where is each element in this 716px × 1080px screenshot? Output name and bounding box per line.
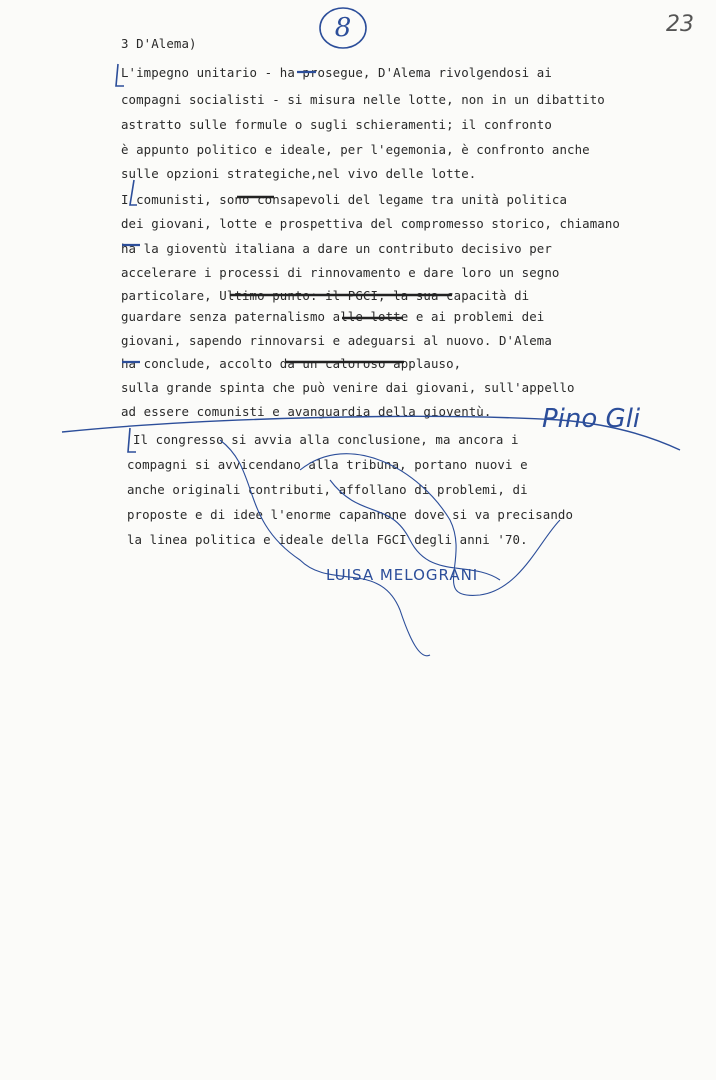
text-line: compagni si avvicendano alla tribuna, portano nuovi e: [127, 457, 528, 472]
text-line: I comunisti, sono consapevoli del legame tra unità politica: [121, 192, 568, 207]
text-line: dei giovani, lotte e prospettiva del compromesso storico, chiamano: [121, 216, 620, 231]
handwritten-note: Pino Gli: [542, 404, 641, 434]
cancel-scribble: [220, 440, 560, 656]
text-line: compagni socialisti - si misura nelle lotte, non in un dibattito: [121, 92, 605, 107]
text-line: particolare, Ultimo punto: il PGCI, la sua capacità di: [121, 288, 530, 303]
text-line: proposte e di idee l'enorme capannone dove si va precisando: [127, 507, 574, 522]
text-line: sulle opzioni strategiche,nel vivo delle lotte.: [121, 166, 477, 181]
text-line: Il congresso si avvia alla conclusione, ma ancora i: [133, 432, 519, 447]
text-line: la linea politica e ideale della FGCI degli anni '70.: [127, 532, 528, 547]
text-line: anche originali contributi, affollano di problemi, di: [127, 482, 528, 497]
text-line: ha conclude, accolto da un caloroso applauso,: [121, 356, 462, 371]
author-signature: LUISA MELOGRANI: [326, 566, 479, 584]
text-line: ad essere comunisti e avanguardia della gioventù.: [121, 404, 492, 419]
text-line: sulla grande spinta che può venire dai giovani, sull'appello: [121, 380, 575, 395]
text-line: accelerare i processi di rinnovamento e dare loro un segno: [121, 265, 560, 280]
text-line: astratto sulle formule o sugli schieramenti; il confronto: [121, 117, 552, 132]
page-number: 23: [666, 12, 694, 37]
text-line: ha la gioventù italiana a dare un contributo decisivo per: [121, 241, 552, 256]
paragraph-bracket-icon: [116, 64, 124, 86]
text-line: giovani, sapendo rinnovarsi e adeguarsi al nuovo. D'Alema: [121, 333, 552, 348]
separator-stroke: [62, 416, 680, 450]
circled-number: 8: [334, 13, 352, 43]
paragraph-bracket-icon: [130, 180, 137, 205]
paragraph-bracket-icon: [128, 428, 136, 452]
text-line: L'impegno unitario - ha prosegue, D'Alema rivolgendosi ai: [121, 65, 552, 80]
text-line: guardare senza paternalismo alle lotte e ai problemi dei: [121, 309, 545, 324]
text-line: è appunto politico e ideale, per l'egemonia, è confronto anche: [121, 142, 590, 157]
section-heading: 3 D'Alema): [121, 36, 197, 51]
